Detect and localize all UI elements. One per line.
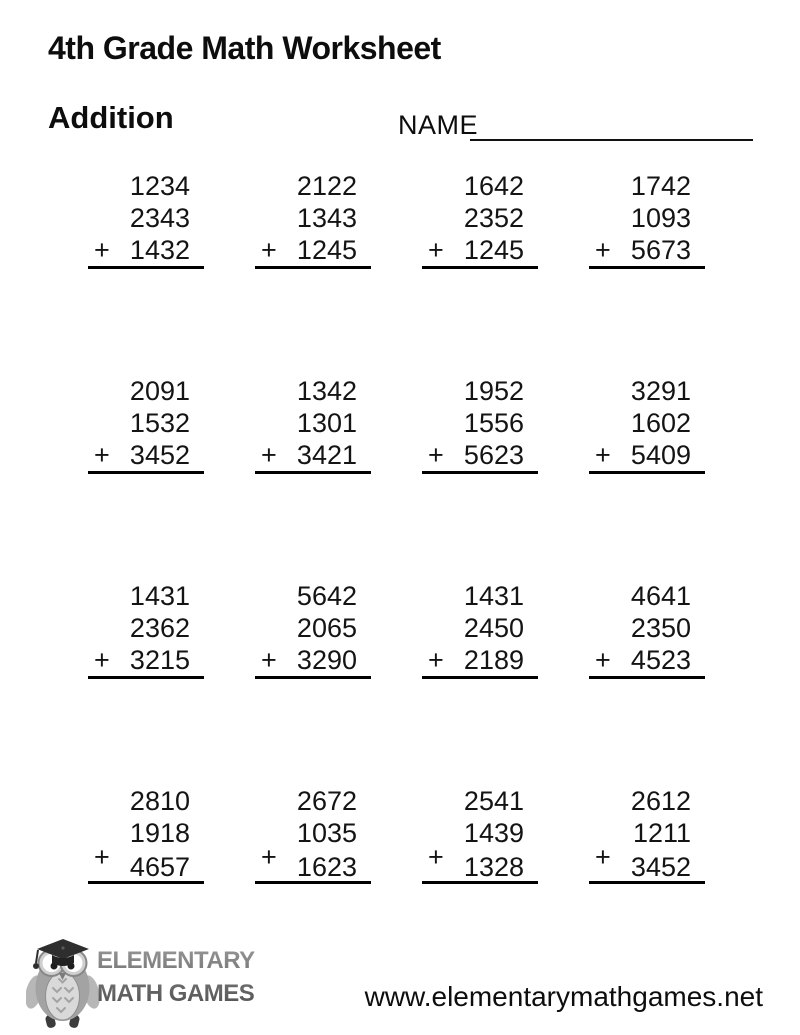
addition-problem xyxy=(589,170,705,269)
operator-row xyxy=(422,234,538,266)
operator-row xyxy=(255,439,371,471)
addition-problem xyxy=(422,170,538,269)
addend-1: 1952 xyxy=(463,376,524,406)
section-title: Addition xyxy=(48,100,174,135)
plus-operator: + xyxy=(428,440,444,470)
plus-operator: + xyxy=(261,440,277,470)
addition-problem xyxy=(422,785,538,884)
addend-2: 2362 xyxy=(129,613,190,643)
addend-2: 1343 xyxy=(296,203,357,233)
addend-1: 4641 xyxy=(630,581,691,611)
addend-1: 1742 xyxy=(630,171,691,201)
addition-problem xyxy=(589,375,705,474)
addend-2: 1532 xyxy=(129,408,190,438)
plus-operator: + xyxy=(595,235,611,265)
addend-2: 1439 xyxy=(463,818,524,848)
plus-operator: + xyxy=(94,842,110,872)
addend-1: 1234 xyxy=(129,171,190,201)
addend-3: 3290 xyxy=(296,645,357,675)
addend-3: 1245 xyxy=(296,235,357,265)
addend-3: 2189 xyxy=(463,645,524,675)
problems-grid xyxy=(88,170,705,884)
plus-operator: + xyxy=(94,645,110,675)
addend-3: 4523 xyxy=(630,645,691,675)
addend-2: 1301 xyxy=(296,408,357,438)
plus-operator: + xyxy=(428,645,444,675)
plus-operator: + xyxy=(261,842,277,872)
addition-problem xyxy=(589,785,705,884)
addend-2: 1035 xyxy=(296,818,357,848)
addend-1: 5642 xyxy=(296,581,357,611)
plus-operator: + xyxy=(261,645,277,675)
addend-2: 1918 xyxy=(129,818,190,848)
addition-problem xyxy=(255,785,371,884)
logo-line-1: ELEMENTARY xyxy=(97,947,255,974)
addend-3: 1328 xyxy=(463,852,524,882)
addend-2: 2343 xyxy=(129,203,190,233)
addend-2: 1211 xyxy=(632,818,691,848)
operator-row xyxy=(255,842,371,882)
plus-operator: + xyxy=(428,842,444,872)
addend-3: 3421 xyxy=(296,440,357,470)
plus-operator: + xyxy=(595,645,611,675)
operator-row xyxy=(88,439,204,471)
addend-1: 2541 xyxy=(463,786,524,816)
addend-1: 3291 xyxy=(630,376,691,406)
operator-row xyxy=(88,842,204,882)
name-blank-line xyxy=(470,139,753,141)
addend-3: 1432 xyxy=(129,235,190,265)
addend-3: 1245 xyxy=(463,235,524,265)
addition-problem xyxy=(255,170,371,269)
page-title: 4th Grade Math Worksheet xyxy=(48,30,441,66)
addition-problem xyxy=(422,580,538,679)
plus-operator: + xyxy=(595,440,611,470)
addend-1: 2091 xyxy=(129,376,190,406)
addend-3: 1623 xyxy=(296,852,357,882)
operator-row xyxy=(88,234,204,266)
operator-row xyxy=(589,644,705,676)
operator-row xyxy=(422,644,538,676)
addition-problem xyxy=(589,580,705,679)
plus-operator: + xyxy=(595,842,611,872)
plus-operator: + xyxy=(261,235,277,265)
addend-1: 1431 xyxy=(463,581,524,611)
addend-3: 3452 xyxy=(129,440,190,470)
plus-operator: + xyxy=(428,235,444,265)
addend-1: 2122 xyxy=(296,171,357,201)
addition-problem xyxy=(255,375,371,474)
addend-3: 5673 xyxy=(630,235,691,265)
addend-3: 3452 xyxy=(630,852,691,882)
name-label: NAME xyxy=(398,110,479,140)
operator-row xyxy=(255,234,371,266)
addition-problem xyxy=(88,580,204,679)
addend-2: 2350 xyxy=(630,613,691,643)
operator-row xyxy=(589,842,705,882)
addend-3: 5409 xyxy=(630,440,691,470)
addend-3: 5623 xyxy=(463,440,524,470)
addition-problem xyxy=(422,375,538,474)
addend-2: 1093 xyxy=(630,203,691,233)
addend-1: 1342 xyxy=(296,376,357,406)
addend-1: 2810 xyxy=(129,786,190,816)
website-url: www.elementarymathgames.net xyxy=(364,981,763,1012)
logo-text xyxy=(97,944,255,1010)
addend-2: 2065 xyxy=(296,613,357,643)
operator-row xyxy=(255,644,371,676)
operator-row xyxy=(422,842,538,882)
addition-problem xyxy=(255,580,371,679)
addend-1: 1431 xyxy=(129,581,190,611)
owl-graduation-cap-icon xyxy=(26,936,100,1030)
addend-3: 4657 xyxy=(129,852,190,882)
addend-2: 2352 xyxy=(463,203,524,233)
plus-operator: + xyxy=(94,440,110,470)
addend-3: 3215 xyxy=(129,645,190,675)
operator-row xyxy=(422,439,538,471)
addend-2: 2450 xyxy=(463,613,524,643)
operator-row xyxy=(589,234,705,266)
addend-2: 1556 xyxy=(463,408,524,438)
operator-row xyxy=(88,644,204,676)
addition-problem xyxy=(88,170,204,269)
addend-1: 2612 xyxy=(630,786,691,816)
plus-operator: + xyxy=(94,235,110,265)
addend-1: 1642 xyxy=(463,171,524,201)
addend-2: 1602 xyxy=(630,408,691,438)
addend-1: 2672 xyxy=(296,786,357,816)
addition-problem xyxy=(88,785,204,884)
logo-line-2: MATH GAMES xyxy=(97,980,255,1007)
addition-problem xyxy=(88,375,204,474)
operator-row xyxy=(589,439,705,471)
